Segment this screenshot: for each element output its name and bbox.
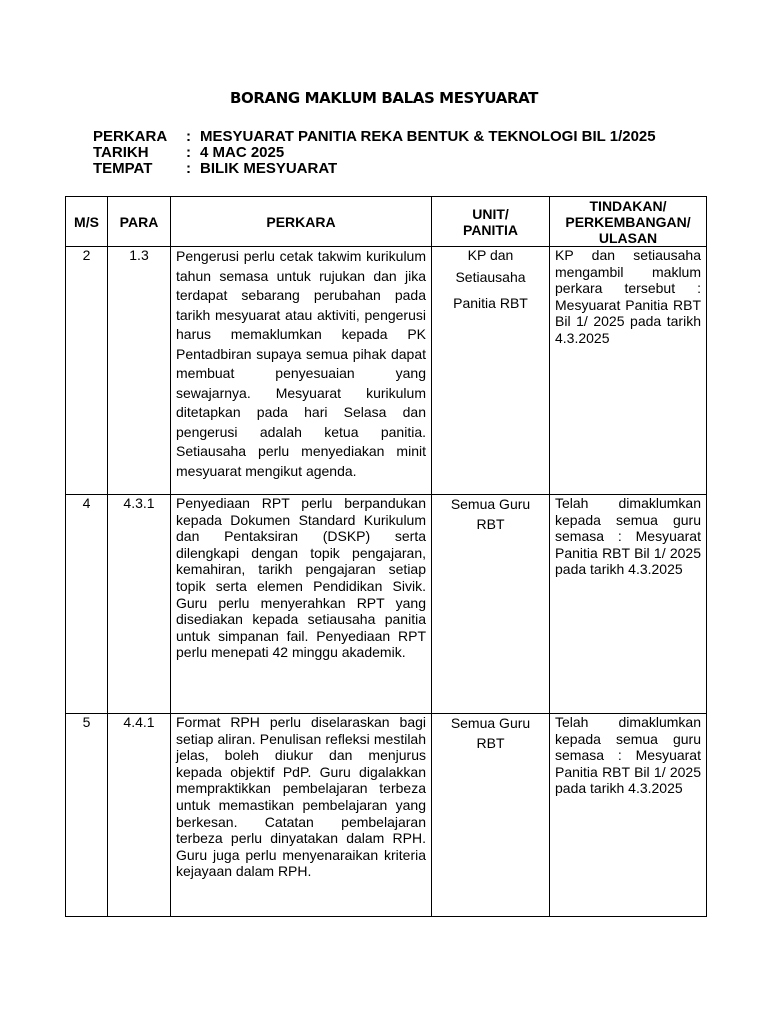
header-tindakan [550,197,707,247]
cell-perkara: Format RPH perlu diselaraskan bagi setiap aliran. Penulisan refleksi mestilah jelas, boleh diukur dan menjurus kepada objektif PdP. Guru digalakkan mempraktikkan pembelajaran terbeza untuk memastikan pembelajaran yang berkesan. Catatan pembelajaran terbeza perlu dinyatakan dalam RPH. Guru juga perlu menyenaraikan kriteria kejayaan dalam RPH. [171,714,432,917]
cell-para: 4.4.1 [108,714,171,917]
unit-line: RBT [476,516,505,532]
header-para: PARA [108,197,171,247]
header-tindakan-line: PERKEMBANGAN/ [565,213,691,230]
table-header-row [66,197,707,247]
unit-line: Setiausaha [455,269,526,285]
cell-unit [432,714,550,917]
table-row [66,714,707,917]
info-value: 4 MAC 2025 [200,144,285,161]
minutes-table [65,196,707,917]
cell-unit [432,247,550,495]
header-tindakan-line: ULASAN [598,229,658,246]
cell-tindakan: Telah dimaklumkan kepada semua guru semasa : Mesyuarat Panitia RBT Bil 1/ 2025 pada tarikh 4.3.2025 [550,495,707,714]
info-label: TEMPAT [93,160,153,177]
info-value: MESYUARAT PANITIA REKA BENTUK & TEKNOLOGI BIL 1/2025 [200,128,656,145]
page-title: BORANG MAKLUM BALAS MESYUARAT [230,89,538,107]
cell-ms: 5 [66,714,108,917]
table-row [66,495,707,714]
unit-line: KP dan [467,247,514,263]
cell-unit [432,495,550,714]
cell-perkara: Pengerusi perlu cetak takwim kurikulum tahun semasa untuk rujukan dan jika terdapat sebarang perubahan pada tarikh mesyuarat atau aktiviti, pengerusi harus memaklumkan kepada PK Pentadbiran supaya semua pihak dapat membuat penyesuaian yang sewajarnya. Mesyuarat kurikulum ditetapkan pada hari Selasa dan pengerusi adalah ketua panitia. Setiausaha perlu menyediakan minit mesyuarat mengikut agenda. [171,247,432,495]
info-label: PERKARA [93,128,168,145]
cell-perkara: Penyediaan RPT perlu berpandukan kepada Dokumen Standard Kurikulum dan Pentaksiran (DSKP) serta dilengkapi dengan topik pengajaran, kemahiran, tarikh pengajaran setiap topik serta elemen Pendidikan Sivik. Guru perlu menyerahkan RPT yang disediakan kepada setiausaha panitia untuk simpanan fail. Penyediaan RPT perlu menepati 42 minggu akademik. [171,495,432,714]
unit-line: Semua Guru [450,496,531,512]
info-colon: : [186,128,191,145]
unit-line: Panitia RBT [453,295,528,311]
header-tindakan-line: TINDAKAN/ [589,197,667,214]
header-ms: M/S [66,197,108,247]
info-row-perkara [93,129,656,145]
table-row [66,247,707,495]
header-unit-line: UNIT/ [472,205,509,222]
info-colon: : [186,160,191,177]
cell-para: 4.3.1 [108,495,171,714]
cell-tindakan: KP dan setiausaha mengambil maklum perkara tersebut : Mesyuarat Panitia RBT Bil 1/ 2025 pada tarikh 4.3.2025 [550,247,707,495]
info-colon: : [186,144,191,161]
unit-line: RBT [476,735,505,751]
cell-tindakan: Telah dimaklumkan kepada semua guru semasa : Mesyuarat Panitia RBT Bil 1/ 2025 pada tarikh 4.3.2025 [550,714,707,917]
meeting-info [93,129,656,177]
cell-para: 1.3 [108,247,171,495]
header-unit-line: PANITIA [463,221,518,238]
info-row-tempat [93,161,656,177]
cell-ms: 2 [66,247,108,495]
info-row-tarikh [93,145,656,161]
info-value: BILIK MESYUARAT [200,160,338,177]
unit-line: Semua Guru [450,715,531,731]
header-perkara: PERKARA [171,197,432,247]
info-label: TARIKH [93,144,149,161]
header-unit [432,197,550,247]
cell-ms: 4 [66,495,108,714]
